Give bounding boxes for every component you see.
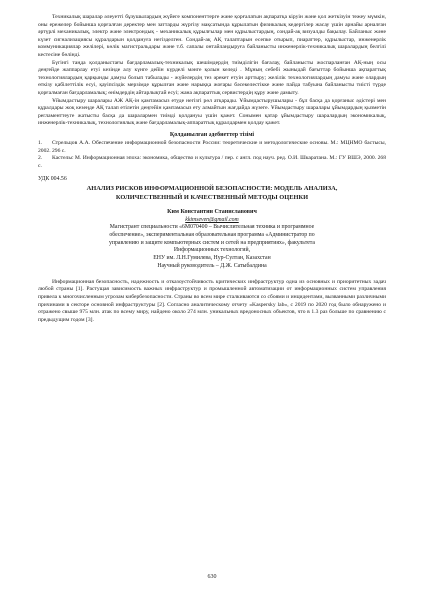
article-title-line-1: АНАЛИЗ РИСКОВ ИНФОРМАЦИОННОЙ БЕЗОПАСНОСТИ: МОДЕЛЬ АНАЛИЗА, (86, 185, 338, 193)
reference-item (38, 155, 386, 170)
reference-text: Стрельцов А.А. Обеспечение информационной безопасности России: теоретические и методологические основы. М.: МЦНМО бастысы, 2002. 296 с. (38, 139, 386, 154)
reference-number: 1. (38, 139, 43, 146)
references-section (38, 131, 386, 170)
paragraph-current-solutions: Бүгінгі таңда қолданыстағы бағдарламалық-техникалық шешімдердің тиімділігін бағалау, байланысты жоспарланған АҚ-ның осы деңгейде жаппарлау етуі кезінде алу күнге дейін күрделі мәнге қолын келеді . Мұның себебі жыныдай бағыттар бойынша ақпараттық технологиялардың қарқынды дамуы болып табылады - жүйелердің тез әрекет етуін арттыру; желілік технологиялардың дамуы және олардың өткізу қабілеттілік есуі, қауіпсіздік мерзімде құрылған және нарыққа жоғары бәсекелестікке және пайда табуына байланысты тиісті түрде қорғалмаған бағдарламалық; өнімдердің айтарлықтай есуі; жана ақпараттық сервистердің құру және дамыту. (38, 59, 386, 96)
references-title: Қолданылған әдебиеттер тізімі (169, 131, 255, 138)
author-email-link[interactable]: kkimseven@gmail.com (185, 217, 239, 224)
affiliation-line: управлению и защите компьютерных систем и сетей на предприятиях», факультета (109, 239, 315, 246)
udc-code: УДК 004.56 (38, 176, 67, 183)
affiliation-line: Магистрант специальности «6М070400 – Вычислительная техника и программное (109, 224, 315, 231)
paragraph-technical-measures: Техникалық шаралар әлеуетті бұзушылардың жүйеге компоненттерге және қорғалатын ақпаратқа кіруін және қол жеткізуін тежеу мүмкін, оны ережелер бойынша қорғалған деректер мен заттарды жүргізу мақсатында құрылатын физикалық кедергілер жасау үшін арнайы арналған әртүрлі механикалық, электр және электрондық - механикалық құрылғылар мен құрылыстардың, сондай-ақ визуалды бақылау. Байланыс және күзет сигнализациясы құралдарын қолдануға негізделген. Сондай-ақ АҚ талаптарын есепке отырып, пиараттер, құрылыстар, инженерлік коммуникациялар желілері, көлік магистральдары және т.б. сапалы онтайландыруға байланысты инженерлік-техникалық шаралардың белгілі кестесіне бөлінді. (38, 14, 386, 58)
affiliation-line: Информационных технологий, (173, 247, 251, 254)
affiliation-block (38, 224, 386, 271)
reference-item (38, 140, 386, 155)
article-title-line-2: КОЛИЧЕСТВЕННЫЙ И КАЧЕСТВЕННЫЙ МЕТОДЫ ОЦЕНКИ (115, 193, 309, 201)
paragraph-organizational-measures: Ұйымдастыру шаралары АЖ АҚ-ін қамтамасыз етуде негізгі рөл атқарады. Ұйымдастырушылары - бұл басқа да қорғаныс әдістері мен құралдары жоқ кезеңде АҚ талап етілетін деңгейін қамтамасыз ету алмайтын жағдайда жүзеге. Ұйымдастыру шаралары ұйымдардың қызметін регламенттеуге жатысты басқа да шаралармен тиімді қолдануы үшін қажет. Сонымен қатар ұйымдастыру шаралардың экономикалық, инженерлік-техникалық, технологиялық және бағдарламалық-аппараттық құралдармен қолдау қажет. (38, 97, 386, 127)
article-body-paragraph: Информационная безопасность, надежность и отказоустойчивость критических инфраструктур одна из основных и приоритетных задач любой страны [1]. Растущая зависимость важных инфраструктур и промышленной автоматизации от информационных систем управления привела к многочисленным угрозам кибербезопасности. Страны во всем мире сталкиваются со сбоями и инцидентами, вызванными различными причинами в секторе основной инфраструктуры [2]. Согласно аналитическому отчету «Kaspersky lab», с 2019 по 2020 год было обнаружено и отражено свыше 975 млн. атак по всему миру, найдено около 274 млн. уникальных вредоносных объектов, что в 1.3 раз больше по сравнению с предыдущим годом [3]. (38, 278, 386, 323)
reference-text: Кастельс М. Информационная эпоха: экономика, общество и культура / пер. с англ. под науч. ред. О.И. Шкаратана. М.: ГУ ВШЭ, 2000. 268 с. (38, 155, 386, 169)
university: ЕНУ им. Л.Н.Гумилева, Нур-Султан, Казахстан (153, 255, 271, 262)
reference-number: 2. (38, 155, 43, 162)
affiliation-line: обеспечение», экспериментальная образовательная программа «Администратор по (109, 231, 315, 238)
author-name: Ким Константин Станиславович (167, 209, 257, 216)
supervisor: Научный руководитель – Д.Ж. Сатыбалдина (157, 263, 267, 270)
page-number: 630 (207, 574, 217, 580)
